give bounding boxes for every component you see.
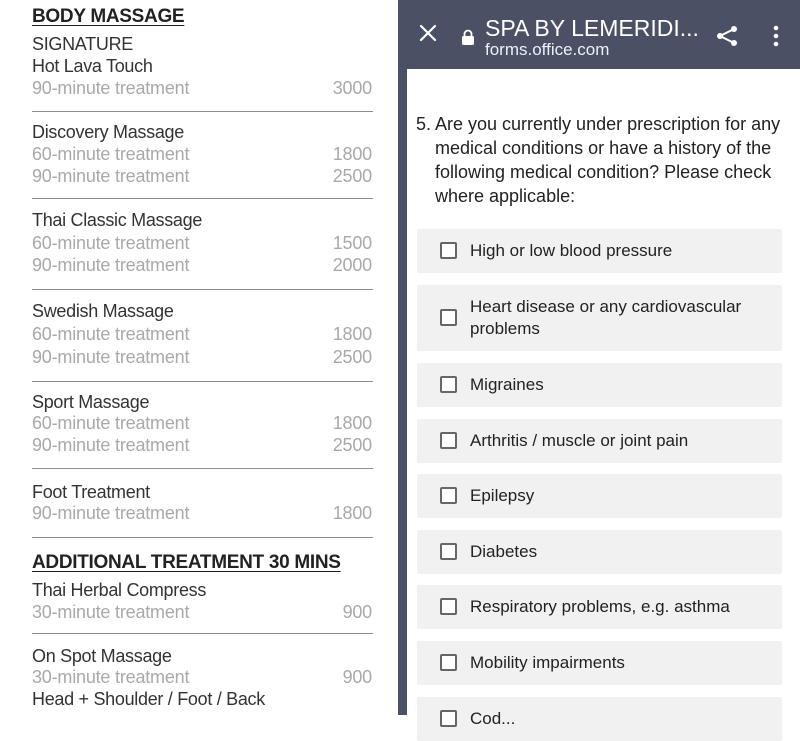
divider: [32, 198, 373, 199]
checkbox[interactable]: [440, 487, 457, 504]
price: 2500: [332, 166, 372, 186]
checkbox[interactable]: [440, 543, 457, 560]
option-label: Migraines: [470, 375, 544, 394]
duration: 30-minute treatment: [32, 602, 190, 622]
duration: 90-minute treatment: [32, 435, 190, 455]
section-title-body-massage: BODY MASSAGE: [32, 6, 185, 27]
question-text: Are you currently under prescription for any medical conditions or have a history of the following medical condition? Please check where applicable:: [435, 114, 781, 206]
question-number: 5.: [416, 114, 432, 134]
checkbox[interactable]: [440, 376, 457, 393]
checkbox[interactable]: [440, 710, 457, 727]
option-label: High or low blood pressure: [470, 241, 673, 260]
more-icon[interactable]: [773, 24, 779, 48]
menu-item-row: [32, 78, 372, 99]
checkbox-option[interactable]: [417, 363, 782, 407]
price: 1800: [332, 144, 372, 164]
divider: [32, 633, 373, 634]
menu-item-row: [32, 347, 372, 368]
option-label: Diabetes: [470, 542, 538, 561]
option-label: Mobility impairments: [470, 653, 625, 672]
option-label: Heart disease or any cardiovascular problems: [470, 297, 742, 338]
browser-toolbar: [407, 0, 800, 69]
close-icon[interactable]: [417, 22, 439, 44]
duration: 90-minute treatment: [32, 255, 190, 275]
menu-item-title: Thai Classic Massage: [32, 210, 203, 230]
page-title: SPA BY LEMERIDI...: [485, 15, 699, 41]
menu-item-row: [32, 503, 372, 524]
duration: 60-minute treatment: [32, 413, 190, 433]
option-label: Cod...: [470, 709, 516, 728]
signature-label: SIGNATURE: [32, 34, 133, 54]
lock-icon: [461, 29, 475, 45]
menu-item-row: [32, 413, 372, 434]
checkbox-option[interactable]: [417, 585, 782, 629]
checkbox-option[interactable]: [417, 229, 782, 273]
checkbox[interactable]: [440, 309, 457, 326]
checkbox-option[interactable]: [417, 697, 782, 741]
option-label: Arthritis / muscle or joint pain: [470, 431, 689, 450]
price: 2000: [332, 255, 372, 275]
duration: 90-minute treatment: [32, 166, 190, 186]
menu-item-row: [32, 602, 372, 623]
checkbox-option[interactable]: [417, 419, 782, 463]
price: 900: [342, 667, 372, 687]
divider: [32, 381, 373, 382]
page-url[interactable]: forms.office.com: [485, 40, 610, 59]
phone-screen: [398, 0, 800, 728]
menu-item-row: [32, 324, 372, 345]
divider: [32, 537, 373, 538]
menu-item-title: On Spot Massage: [32, 646, 172, 666]
divider: [32, 468, 373, 469]
menu-item-title: Discovery Massage: [32, 122, 184, 142]
menu-item-note: Head + Shoulder / Foot / Back: [32, 689, 265, 709]
price: 2500: [332, 347, 372, 367]
price: 2500: [332, 435, 372, 455]
menu-item-row: [32, 255, 372, 276]
checkbox[interactable]: [440, 654, 457, 671]
menu-item-title: Sport Massage: [32, 392, 150, 412]
checkbox[interactable]: [440, 432, 457, 449]
menu-item-row: [32, 667, 372, 688]
phone-frame-edge: [398, 0, 407, 715]
divider: [32, 111, 373, 112]
option-label: Respiratory problems, e.g. asthma: [470, 597, 730, 616]
duration: 60-minute treatment: [32, 144, 190, 164]
duration: 60-minute treatment: [32, 324, 190, 344]
section-title-additional: ADDITIONAL TREATMENT 30 MINS: [32, 552, 341, 573]
checkbox-option[interactable]: [417, 474, 782, 518]
menu-item-row: [32, 144, 372, 165]
menu-item-title: Thai Herbal Compress: [32, 580, 207, 600]
duration: 30-minute treatment: [32, 667, 190, 687]
checkbox-option[interactable]: [417, 530, 782, 574]
divider: [32, 289, 373, 290]
menu-item-row: [32, 435, 372, 456]
checkbox-option[interactable]: [417, 641, 782, 685]
duration: 60-minute treatment: [32, 233, 190, 253]
duration: 90-minute treatment: [32, 78, 190, 98]
price: 3000: [332, 78, 372, 98]
price: 1800: [332, 324, 372, 344]
menu-item-title: Hot Lava Touch: [32, 56, 153, 76]
menu-item-row: [32, 166, 372, 187]
price: 1800: [332, 413, 372, 433]
question: [416, 112, 784, 208]
share-icon[interactable]: [715, 24, 739, 48]
price: 900: [342, 602, 372, 622]
price: 1800: [332, 503, 372, 523]
spa-menu: [0, 0, 398, 715]
checkbox-option[interactable]: [417, 285, 782, 351]
duration: 90-minute treatment: [32, 347, 190, 367]
price: 1500: [332, 233, 372, 253]
duration: 90-minute treatment: [32, 503, 190, 523]
checkbox[interactable]: [440, 242, 457, 259]
menu-item-row: [32, 233, 372, 254]
menu-item-title: Swedish Massage: [32, 301, 174, 321]
option-label: Epilepsy: [470, 486, 535, 505]
checkbox[interactable]: [440, 598, 457, 615]
menu-item-title: Foot Treatment: [32, 482, 150, 502]
